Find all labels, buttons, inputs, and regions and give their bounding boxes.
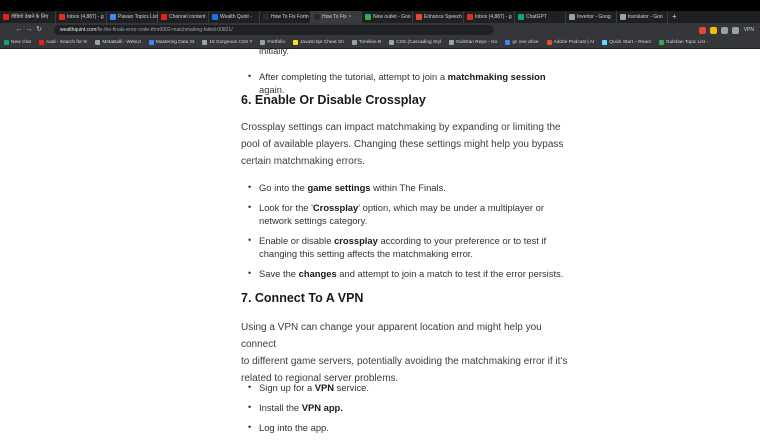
paragraph <box>241 119 571 170</box>
tab-title: ChatGPT <box>526 14 547 20</box>
bookmark-item[interactable] <box>198 37 256 49</box>
bookmark-item[interactable] <box>543 37 599 49</box>
tab-close-icon[interactable]: × <box>348 14 352 20</box>
bookmark-favicon-icon <box>95 40 100 45</box>
tab-title: Pawan Topics List <box>118 14 158 20</box>
list-item: • Log into the app. <box>241 421 571 434</box>
url-host: wealthquint.com <box>60 27 97 33</box>
paragraph-line: certain matchmaking errors. <box>241 156 365 167</box>
bookmark-favicon-icon <box>293 40 298 45</box>
tab-favicon-icon <box>416 14 422 20</box>
tab-favicon-icon <box>314 14 320 20</box>
bookmark-label: 15 Gorgeous CSS T <box>209 39 253 45</box>
bookmark-label: Gulshan Topic List - <box>665 39 708 45</box>
back-button[interactable]: ← <box>15 26 23 33</box>
tab-title: Wealth Quint - <box>220 14 252 20</box>
tab-title: वीडियो देखने के लिए <box>11 14 49 20</box>
bookmark-label: JavaScript Cheat Sh <box>300 39 344 45</box>
bookmark-item[interactable] <box>35 37 91 49</box>
browser-tab[interactable] <box>464 11 515 23</box>
screen-top-bar <box>0 0 760 11</box>
text-fragment: initially. <box>259 45 290 56</box>
reload-button[interactable]: ↻ <box>36 26 42 33</box>
bookmark-item[interactable] <box>0 37 35 49</box>
tab-title: Inbox (4,887) - g <box>475 14 512 20</box>
tab-favicon-icon <box>467 14 473 20</box>
bookmarks-bar <box>0 37 760 49</box>
browser-tab[interactable] <box>56 11 107 23</box>
bookmark-favicon-icon <box>39 40 44 45</box>
list-item: • Save the changes and attempt to join a match to test if the error persists. <box>241 267 571 280</box>
bookmark-label: Aadi - Search for th <box>46 39 88 45</box>
bookmark-item[interactable] <box>655 37 712 49</box>
url-text <box>60 27 233 33</box>
navigation-bar <box>0 23 760 37</box>
paragraph <box>241 319 571 387</box>
address-bar[interactable] <box>54 25 494 35</box>
bookmark-item[interactable] <box>445 37 501 49</box>
bookmark-item[interactable] <box>348 37 385 49</box>
tab-title: Enhance Speech <box>424 14 463 20</box>
extension-icon[interactable] <box>710 27 717 34</box>
vpn-button[interactable]: VPN <box>743 27 754 33</box>
paragraph-line: pool of available players. Changing these settings might help you bypass <box>241 139 564 150</box>
tab-favicon-icon <box>365 14 371 20</box>
browser-tab[interactable] <box>0 11 56 23</box>
toolbar-right <box>699 27 760 34</box>
bookmark-favicon-icon <box>202 40 207 45</box>
bookmark-favicon-icon <box>602 40 607 45</box>
bookmark-label: Gulshan Repo - Go <box>456 39 498 45</box>
tab-title: Inbox (4,887) - g <box>67 14 104 20</box>
paragraph-line: related to regional server problems. <box>241 373 399 384</box>
bookmark-favicon-icon <box>149 40 154 45</box>
bookmark-favicon-icon <box>352 40 357 45</box>
vpn-steps <box>241 381 571 441</box>
section-heading-crossplay: 6. Enable Or Disable Crossplay <box>241 93 426 107</box>
tab-favicon-icon <box>620 14 626 20</box>
bookmark-favicon-icon <box>449 40 454 45</box>
bookmark-label: MetaBalli - WebUI <box>102 39 141 45</box>
paragraph-line: to different game servers, potentially avoiding the matchmaking error if it's <box>241 356 568 367</box>
list-item: • After completing the tutorial, attempt to join a matchmaking session again. <box>241 70 571 96</box>
extension-icon[interactable] <box>732 27 739 34</box>
new-tab-button[interactable]: + <box>672 12 677 21</box>
tab-title: Invertor - Goog <box>577 14 611 20</box>
tab-strip <box>0 11 760 23</box>
bookmark-favicon-icon <box>659 40 664 45</box>
bookmark-favicon-icon <box>505 40 510 45</box>
browser-tab[interactable] <box>362 11 413 23</box>
browser-tab[interactable] <box>107 11 158 23</box>
tab-title: translator - Goo <box>628 14 663 20</box>
browser-tab[interactable] <box>515 11 566 23</box>
browser-tab[interactable] <box>311 11 362 23</box>
bookmark-label: Quick Start – React <box>609 39 651 45</box>
bookmark-favicon-icon <box>4 40 9 45</box>
tab-title: How To Fix Fortn <box>271 14 309 20</box>
tab-title: How To Fix <box>322 14 347 20</box>
browser-tab[interactable] <box>413 11 464 23</box>
bookmark-label: Portfolio <box>267 39 286 45</box>
browser-tab[interactable] <box>566 11 617 23</box>
paragraph-line: Using a VPN can change your apparent location and might help you connect <box>241 322 542 350</box>
browser-tab[interactable] <box>260 11 311 23</box>
bookmark-item[interactable] <box>385 37 445 49</box>
section-heading-vpn: 7. Connect To A VPN <box>241 291 364 305</box>
bookmark-label: gc one drive <box>512 39 539 45</box>
bookmark-favicon-icon <box>547 40 552 45</box>
bookmark-item[interactable] <box>91 37 145 49</box>
forward-button[interactable]: → <box>25 26 33 33</box>
extension-icon[interactable] <box>721 27 728 34</box>
tab-favicon-icon <box>161 14 167 20</box>
bookmark-label: New chat <box>11 39 31 45</box>
url-path: /fix-the-finals-error-code-tfmr0002-matchmaking-failed-00821/ <box>96 27 233 33</box>
bookmark-item[interactable] <box>501 37 542 49</box>
tab-favicon-icon <box>59 14 65 20</box>
tab-favicon-icon <box>263 14 269 20</box>
tab-favicon-icon <box>569 14 575 20</box>
tab-favicon-icon <box>518 14 524 20</box>
paragraph-line: Crossplay settings can impact matchmaking by expanding or limiting the <box>241 122 561 133</box>
extension-icon[interactable] <box>699 27 706 34</box>
bookmark-label: Mastering Data St <box>155 39 195 45</box>
page-content <box>0 45 760 433</box>
bookmark-item[interactable] <box>145 37 198 49</box>
section-intro <box>241 119 571 170</box>
browser-tab[interactable] <box>209 11 260 23</box>
browser-tab[interactable] <box>617 11 668 23</box>
bookmark-label: Adobe Podcast | AI <box>553 39 595 45</box>
crossplay-steps <box>241 181 571 287</box>
bookmark-item[interactable] <box>598 37 655 49</box>
list-item: • Sign up for a VPN service. <box>241 381 571 394</box>
tab-favicon-icon <box>212 14 218 20</box>
tab-title: Channel content <box>169 14 206 20</box>
list-item: • Go into the game settings within The Finals. <box>241 181 571 194</box>
extension-icons <box>699 27 739 34</box>
list-item: • Install the VPN app. <box>241 401 571 414</box>
bookmark-label: CSS (Cascading Styl <box>396 39 442 45</box>
list-item: • Look for the 'Crossplay' option, which may be under a multiplayer or network settings category. <box>241 201 571 227</box>
tab-title: New outlet - Goo <box>373 14 411 20</box>
list-item: • Enable or disable crossplay according to your preference or to test if changing this setting affects the matchmaking error. <box>241 234 571 260</box>
tab-favicon-icon <box>3 14 9 20</box>
section-intro <box>241 319 571 387</box>
browser-tab[interactable] <box>158 11 209 23</box>
tab-favicon-icon <box>110 14 116 20</box>
bookmark-favicon-icon <box>389 40 394 45</box>
bookmark-label: Timeline B <box>358 39 382 45</box>
bookmark-item[interactable] <box>289 37 348 49</box>
